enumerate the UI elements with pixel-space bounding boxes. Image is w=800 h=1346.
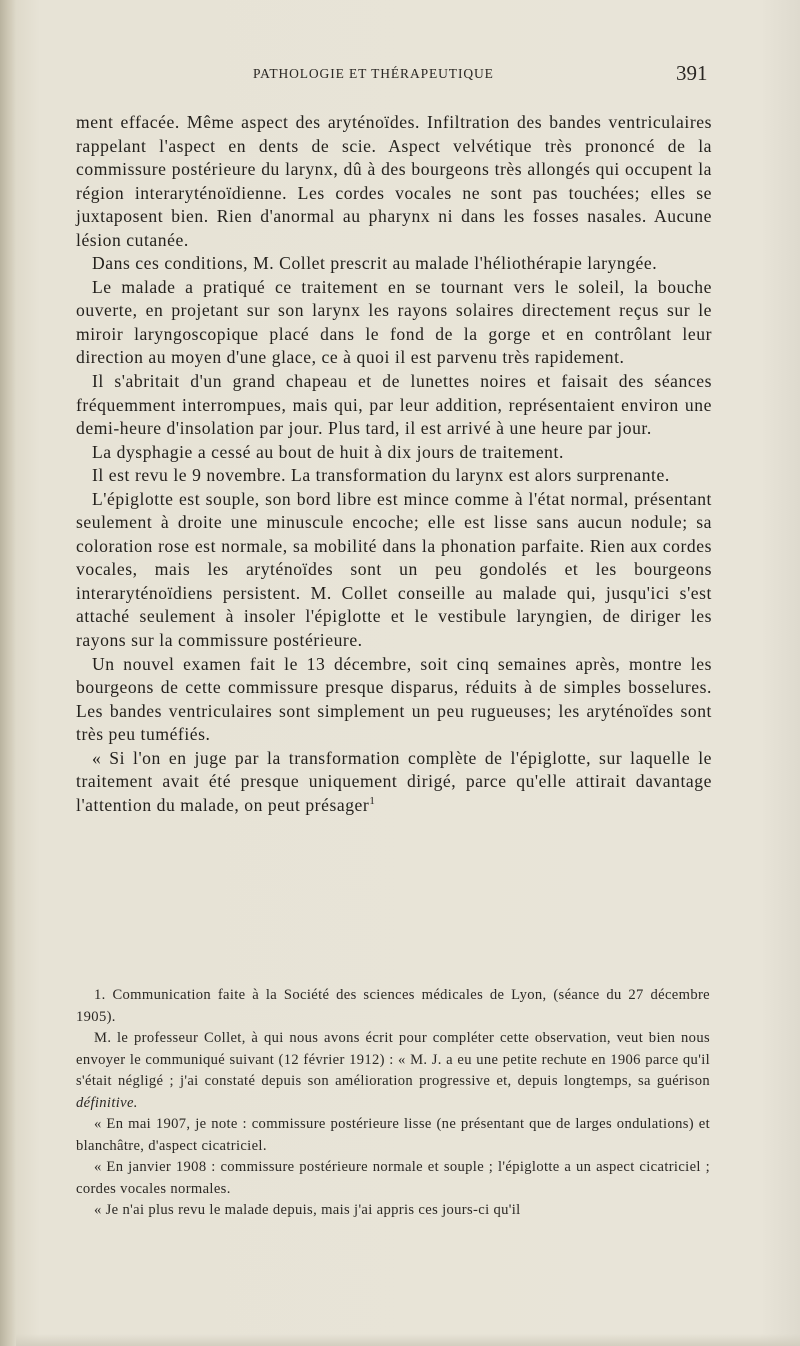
footnote-collet-letter xyxy=(76,1028,710,1114)
footnotes xyxy=(76,985,710,1222)
footnote-collet-text: M. le professeur Collet, à qui nous avons écrit pour compléter cette observation, veut bien nous envoyer le communiqué suivant (12 février 1912) : « M. J. a eu une petite rechute en 1906 parce qu'il s'était négligé ; j'ai constaté depuis son amélioration progressive et, depuis longtemps, sa guérison xyxy=(76,1030,710,1089)
running-title: PATHOLOGIE ET THÉRAPEUTIQUE xyxy=(253,66,494,81)
paragraph-treatment: Le malade a pratiqué ce traitement en se tournant vers le soleil, la bouche ouverte, en projetant sur son larynx les rayons solaires directement reçus sur le miroir laryngoscopique placé dans le fond de la gorge et en contrôlant leur direction au moyen d'une glace, ce à quoi il est parvenu très rapidement. xyxy=(76,276,712,368)
running-header xyxy=(0,61,800,86)
paragraph-november-visit: Il est revu le 9 novembre. La transformation du larynx est alors surprenante. xyxy=(92,465,670,486)
page-bottom-edge xyxy=(16,1334,800,1346)
footnote-january-1908: « En janvier 1908 : commissure postérieure normale et souple ; l'épiglotte a un aspect cicatriciel ; cordes vocales normales. xyxy=(76,1159,710,1197)
footnote-last-line: « Je n'ai plus revu le malade depuis, mais j'ai appris ces jours-ci qu'il xyxy=(94,1202,521,1218)
footnote-1-label: 1. xyxy=(94,987,106,1003)
paragraph-dysphagia: La dysphagie a cessé au bout de huit à dix jours de traitement. xyxy=(92,441,564,462)
paragraph-prescription: Dans ces conditions, M. Collet prescrit au malade l'héliothérapie laryngée. xyxy=(92,253,658,274)
footnote-1 xyxy=(76,985,710,1028)
page-binding-edge xyxy=(0,0,16,1346)
paragraph-prognosis xyxy=(76,747,712,818)
footnote-reference: 1 xyxy=(369,795,376,807)
footnote-collet-italic: définitive. xyxy=(76,1094,138,1111)
paragraph-december-exam: Un nouvel examen fait le 13 décembre, soit cinq semaines après, montre les bourgeons de cette commissure presque disparus, réduits à de simples bosselures. Les bandes ventriculaires sont simplement un peu rugueuses; les aryténoïdes sont très peu tuméfiés. xyxy=(76,653,712,745)
footnote-may-1907: « En mai 1907, je note : commissure postérieure lisse (ne présentant que de larges ondulations) et blanchâtre, d'aspect cicatriciel. xyxy=(76,1116,710,1154)
prognosis-text: « Si l'on en juge par la transformation complète de l'épiglotte, sur laquelle le traitement avait été presque uniquement dirigé, parce qu'elle attirait davantage l'attention du malade, on peut présager xyxy=(76,747,712,815)
main-text xyxy=(76,111,712,817)
footnote-1-text: Communication faite à la Société des sciences médicales de Lyon, (séance du 27 décembre 1905). xyxy=(76,987,711,1025)
page-number: 391 xyxy=(676,61,708,85)
paragraph-epiglottis: L'épiglotte est souple, son bord libre est mince comme à l'état normal, présentant seulement à droite une minuscule encoche; elle est lisse sans aucun nodule; sa coloration rose est normale, sa mobilité dans la phonation parfaite. Rien aux cordes vocales, mais les aryténoïdes sont un peu gondolés et les bourgeons interaryténoïdiens persistent. M. Collet conseille au malade qui, jusqu'ici s'est attaché seulement à insoler l'épiglotte et le vestibule laryngien, de diriger les rayons sur la commissure postérieure. xyxy=(76,488,712,651)
paragraph-protection: Il s'abritait d'un grand chapeau et de lunettes noires et faisait des séances fréquemment interrompues, mais qui, par leur addition, représentaient environ une demi-heure d'insolation par jour. Plus tard, il est arrivé à une heure par jour. xyxy=(76,371,712,439)
paragraph-continuation: ment effacée. Même aspect des aryténoïdes. Infiltration des bandes ventriculaires rappelant l'aspect en dents de scie. Aspect velvétique très prononcé de la commissure postérieure du larynx, dû à des bourgeons très allongés qui occupent la région interaryténoïdienne. Les cordes vocales ne sont pas touchées; elles se juxtaposent bien. Rien d'anormal au pharynx ni dans les fosses nasales. Aucune lésion cutanée. xyxy=(76,112,712,250)
